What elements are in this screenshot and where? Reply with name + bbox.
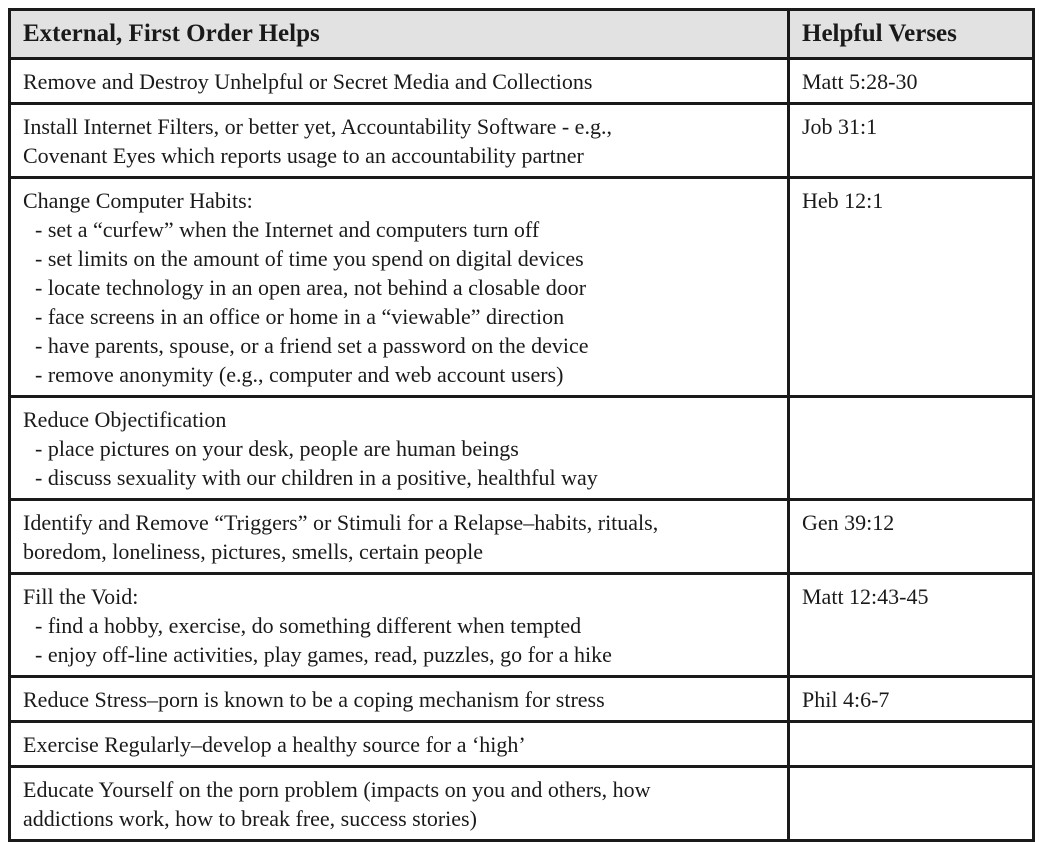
help-cell xyxy=(10,178,789,397)
help-text-line: boredom, loneliness, pictures, smells, certain people xyxy=(23,539,484,564)
table-row xyxy=(10,722,1034,767)
table-row xyxy=(10,104,1034,178)
help-text-line: Exercise Regularly–develop a healthy source for a ‘high’ xyxy=(23,732,526,757)
header-helps: External, First Order Helps xyxy=(10,10,789,59)
help-text-line: - place pictures on your desk, people are human beings xyxy=(35,436,519,461)
header-verses: Helpful Verses xyxy=(789,10,1034,59)
help-text-line: - remove anonymity (e.g., computer and web account users) xyxy=(35,362,564,387)
help-text-line: Remove and Destroy Unhelpful or Secret Media and Collections xyxy=(23,69,593,94)
help-text-line: - have parents, spouse, or a friend set a password on the device xyxy=(35,333,589,358)
help-text-line: Reduce Stress–porn is known to be a coping mechanism for stress xyxy=(23,687,605,712)
helps-table xyxy=(8,8,1035,842)
help-cell xyxy=(10,59,789,104)
verse-cell xyxy=(789,767,1034,841)
help-cell xyxy=(10,677,789,722)
header-row xyxy=(10,10,1034,59)
verse-cell: Matt 12:43-45 xyxy=(789,574,1034,677)
table-body xyxy=(10,59,1034,841)
help-cell xyxy=(10,767,789,841)
help-text-line: Covenant Eyes which reports usage to an accountability partner xyxy=(23,143,584,168)
help-text-line: - find a hobby, exercise, do something different when tempted xyxy=(35,613,582,638)
table-row xyxy=(10,397,1034,500)
help-text-line: - set limits on the amount of time you spend on digital devices xyxy=(35,246,584,271)
help-text-line: - enjoy off-line activities, play games, read, puzzles, go for a hike xyxy=(35,642,612,667)
help-text-line: Change Computer Habits: xyxy=(23,188,253,213)
help-text-line: Reduce Objectification xyxy=(23,407,227,432)
help-text-line: Educate Yourself on the porn problem (impacts on you and others, how xyxy=(23,777,651,802)
verse-cell: Phil 4:6-7 xyxy=(789,677,1034,722)
help-cell xyxy=(10,722,789,767)
verse-cell xyxy=(789,722,1034,767)
table-row xyxy=(10,59,1034,104)
verse-cell xyxy=(789,397,1034,500)
table-row xyxy=(10,574,1034,677)
verse-cell: Matt 5:28-30 xyxy=(789,59,1034,104)
table-row xyxy=(10,178,1034,397)
help-text-line: - face screens in an office or home in a “viewable” direction xyxy=(35,304,565,329)
verse-cell: Heb 12:1 xyxy=(789,178,1034,397)
help-cell xyxy=(10,500,789,574)
help-text-line: Identify and Remove “Triggers” or Stimuli for a Relapse–habits, rituals, xyxy=(23,510,659,535)
help-cell xyxy=(10,397,789,500)
help-cell xyxy=(10,574,789,677)
table-row xyxy=(10,677,1034,722)
table-row xyxy=(10,767,1034,841)
table-row xyxy=(10,500,1034,574)
help-text-line: - set a “curfew” when the Internet and computers turn off xyxy=(35,217,540,242)
help-text-line: - discuss sexuality with our children in a positive, healthful way xyxy=(35,465,598,490)
help-text-line: addictions work, how to break free, success stories) xyxy=(23,806,477,831)
verse-cell: Gen 39:12 xyxy=(789,500,1034,574)
verse-cell: Job 31:1 xyxy=(789,104,1034,178)
help-cell xyxy=(10,104,789,178)
help-text-line: Install Internet Filters, or better yet, Accountability Software - e.g., xyxy=(23,114,612,139)
helps-table-container xyxy=(8,8,1032,842)
help-text-line: Fill the Void: xyxy=(23,584,139,609)
help-text-line: - locate technology in an open area, not behind a closable door xyxy=(35,275,587,300)
